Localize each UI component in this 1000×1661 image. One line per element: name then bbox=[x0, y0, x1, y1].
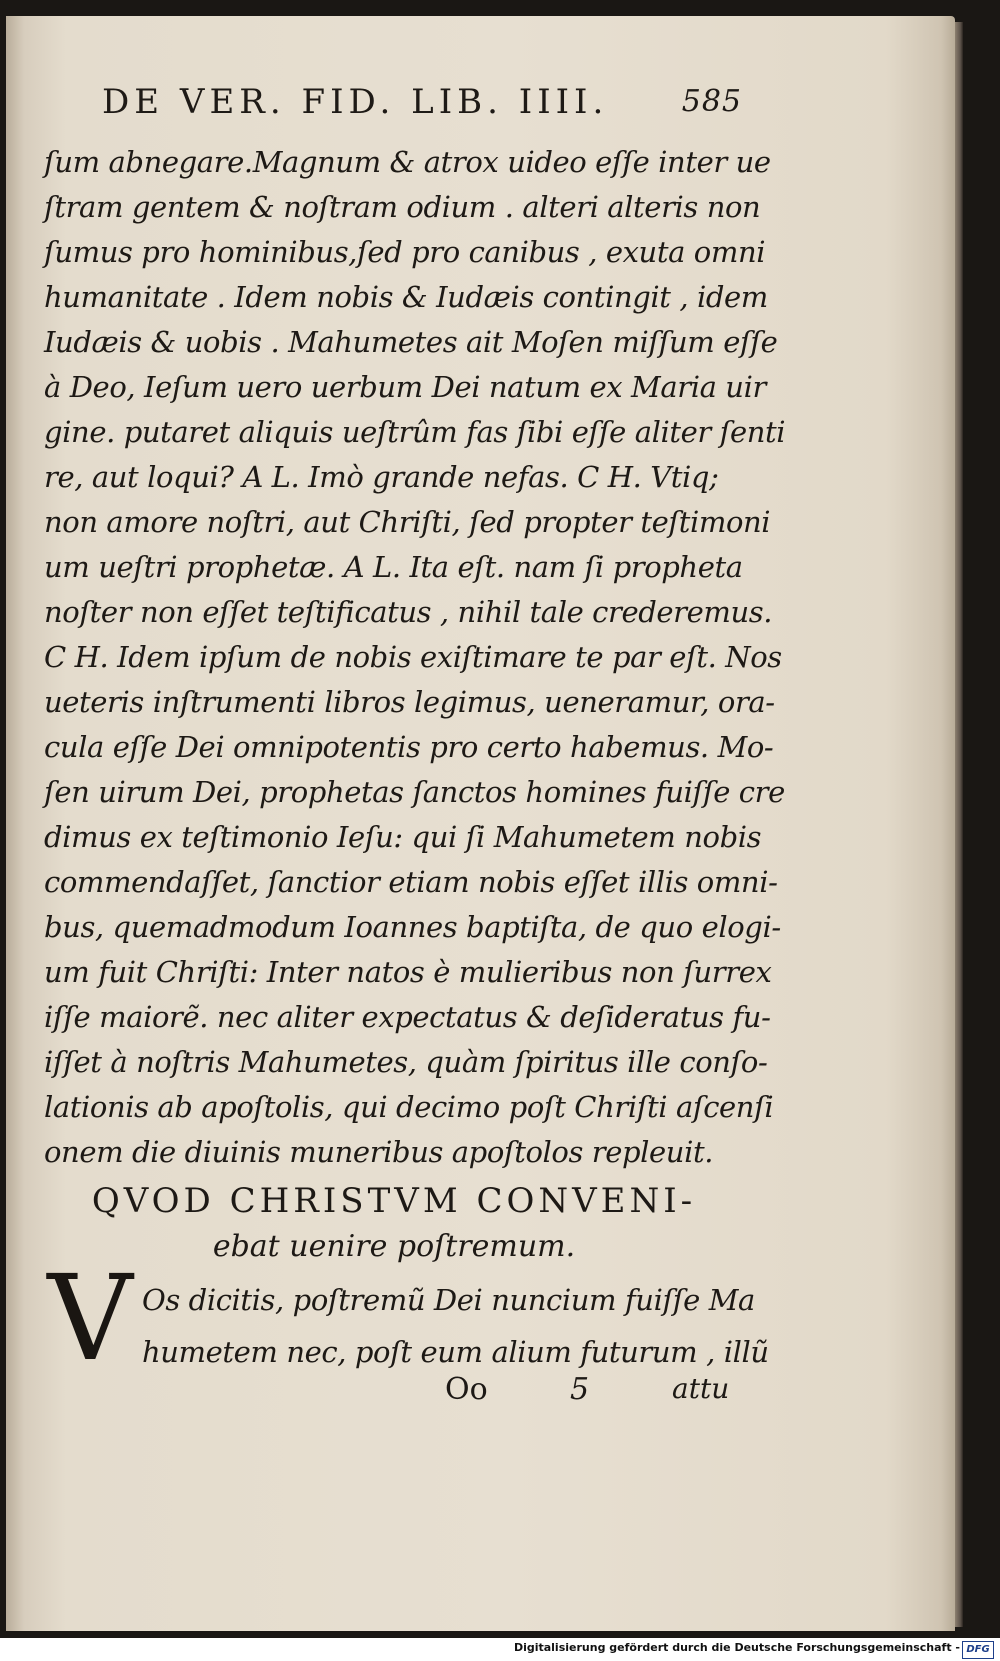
credit-text: Digitalisierung gefördert durch die Deutsche Forschungsgemeinschaft - bbox=[513, 1641, 960, 1654]
text-line: ſtram gentem & noſtram odium . alteri alteris non bbox=[44, 190, 761, 224]
text-line: dimus ex teſtimonio Ieſu: qui ſi Mahumetem nobis bbox=[44, 820, 762, 854]
text-line: Iudæis & uobis . Mahumetes ait Moſen miſſum eſſe bbox=[44, 325, 778, 359]
dfg-logo-icon: DFG bbox=[962, 1641, 994, 1659]
page-edge-shadow bbox=[955, 22, 963, 1627]
text-line: ſum abnegare.Magnum & atrox uideo eſſe inter ue bbox=[44, 145, 771, 179]
chapter-heading-line-1: QVOD CHRISTVM CONVENI- bbox=[91, 1181, 697, 1221]
text-line: humetem nec, poſt eum alium futurum , illũ bbox=[142, 1335, 769, 1369]
drop-cap: V bbox=[47, 1249, 133, 1387]
text-line: um ueſtri prophetæ. A L. Ita eſt. nam ſi propheta bbox=[44, 550, 743, 584]
text-line: re, aut loqui? A L. Imò grande nefas. C H. Vtiq; bbox=[44, 460, 719, 494]
paragraph-start bbox=[142, 1274, 769, 1378]
text-line: lationis ab apoſtolis, qui decimo poſt Chriſti aſcenſi bbox=[44, 1090, 774, 1124]
chapter-heading bbox=[44, 1178, 744, 1270]
text-line: gine. putaret aliquis ueſtrûm fas ſibi eſſe aliter ſenti bbox=[44, 415, 786, 449]
signature-mark: Oo bbox=[445, 1372, 488, 1407]
text-line: bus, quemadmodum Ioannes baptiſta, de quo elogi- bbox=[44, 910, 781, 944]
text-line: non amore noſtri, aut Chriſti, ſed propter teſtimoni bbox=[44, 505, 771, 539]
text-line: iſſe maiorẽ. nec aliter expectatus & deſideratus fu- bbox=[44, 1000, 771, 1034]
text-line: ſen uirum Dei, prophetas ſanctos homines fuiſſe cre bbox=[44, 775, 785, 809]
text-line: à Deo, Ieſum uero uerbum Dei natum ex Maria uir bbox=[44, 370, 766, 404]
digitization-credit-bar bbox=[0, 1638, 1000, 1661]
catchword: attu bbox=[672, 1372, 730, 1405]
text-line: iſſet à noſtris Mahumetes, quàm ſpiritus ille conſo- bbox=[44, 1045, 768, 1079]
signature-number: 5 bbox=[570, 1372, 590, 1407]
running-header bbox=[102, 82, 742, 122]
text-line: C H. Idem ipſum de nobis exiſtimare te par eſt. Nos bbox=[44, 640, 782, 674]
running-title: DE VER. FID. LIB. IIII. bbox=[102, 82, 609, 122]
text-line: onem die diuinis muneribus apoſtolos repleuit. bbox=[44, 1135, 714, 1169]
text-line: noſter non eſſet teſtificatus , nihil tale crederemus. bbox=[44, 595, 773, 629]
text-line: Os dicitis, poſtremũ Dei nuncium fuiſſe Ma bbox=[142, 1283, 755, 1317]
text-line: commendaſſet, ſanctior etiam nobis eſſet illis omni- bbox=[44, 865, 778, 899]
text-line: um fuit Chriſti: Inter natos è mulieribus non ſurrex bbox=[44, 955, 772, 989]
text-line: ſumus pro hominibus,ſed pro canibus , exuta omni bbox=[44, 235, 766, 269]
page-number: 585 bbox=[681, 84, 742, 119]
body-text bbox=[44, 140, 786, 1175]
text-line: humanitate . Idem nobis & Iudæis contingit , idem bbox=[44, 280, 768, 314]
chapter-heading-line-2: ebat uenire poſtremum. bbox=[212, 1229, 576, 1264]
text-line: cula eſſe Dei omnipotentis pro certo habemus. Mo- bbox=[44, 730, 774, 764]
text-line: ueteris inſtrumenti libros legimus, ueneramur, ora- bbox=[44, 685, 775, 719]
